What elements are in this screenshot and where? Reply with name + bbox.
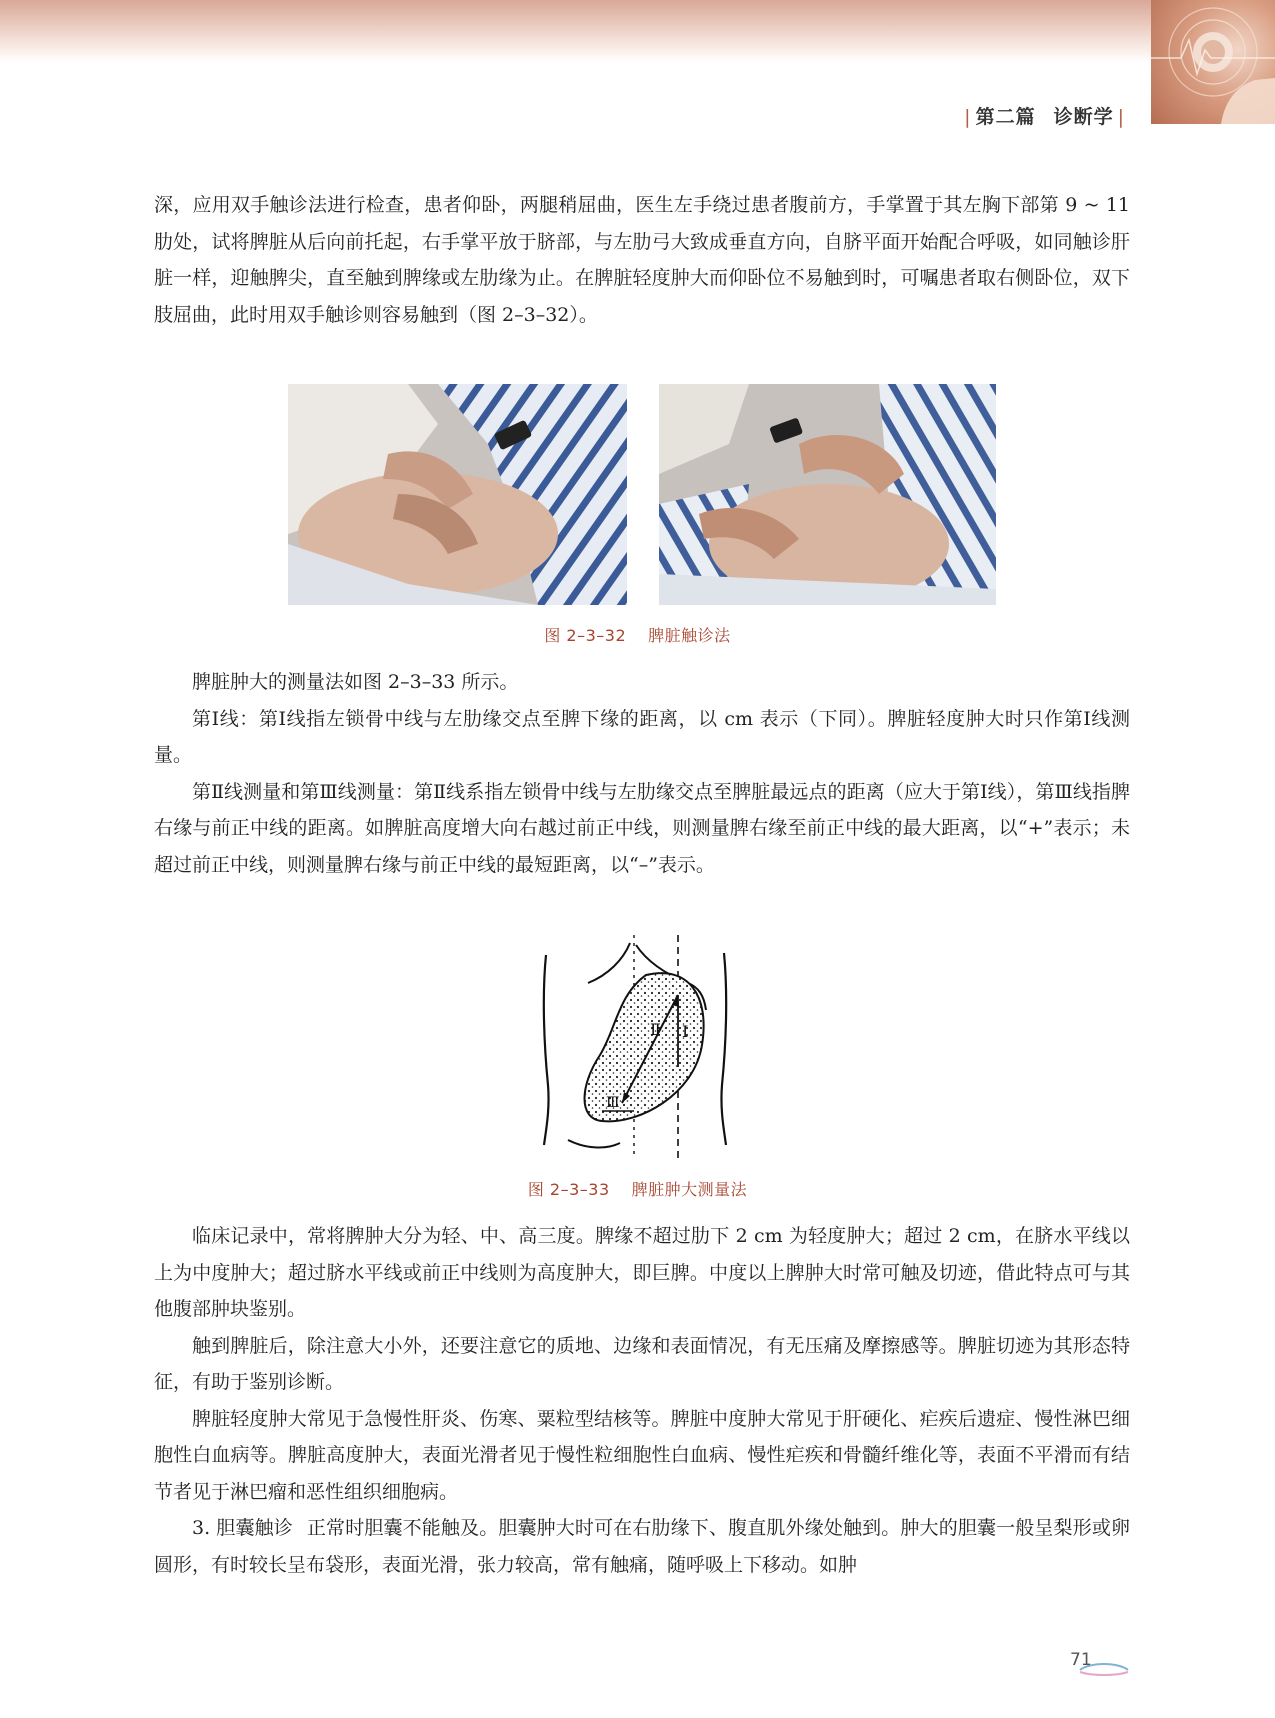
section-heading-gallbladder: 3. 胆囊触诊	[192, 1517, 293, 1539]
label-line-two: Ⅱ	[650, 1020, 661, 1039]
running-head	[960, 102, 1129, 129]
paragraph-measure-intro: 脾脏肿大的测量法如图 2–3–33 所示。	[192, 671, 519, 693]
running-head-subject: 诊断学	[1053, 106, 1114, 128]
photo-spleen-palpation-side	[659, 384, 996, 605]
running-head-part: 第二篇	[975, 106, 1036, 128]
spleen-measurement-diagram	[538, 935, 734, 1163]
figure-caption-2-3-33	[0, 1177, 1275, 1200]
figure-number: 图 2–3–33	[527, 1180, 610, 1199]
figure-caption-2-3-32	[0, 623, 1275, 646]
label-line-three: Ⅲ	[606, 1095, 620, 1111]
paragraph-features: 触到脾脏后，除注意大小外，还要注意它的质地、边缘和表面情况，有无压痛及摩擦感等。脾脏切迹为其形态特征，有助于鉴别诊断。	[154, 1334, 1130, 1393]
figure-title: 脾脏触诊法	[648, 626, 731, 645]
paragraph-line-two-three: 第Ⅱ线测量和第Ⅲ线测量：第Ⅱ线系指左锁骨中线与左肋缘交点至脾脏最远点的距离（应大于第Ⅰ线），第Ⅲ线指脾右缘与前正中线的距离。如脾脏高度增大向右越过前正中线，则测量脾右缘至前正中线的最大距离，以“+”表示；未超过前正中线，则测量脾右缘与前正中线的最短距离，以“–”表示。	[154, 780, 1130, 876]
paragraph-causes: 脾脏轻度肿大常见于急慢性肝炎、伤寒、粟粒型结核等。脾脏中度肿大常见于肝硬化、疟疾后遗症、慢性淋巴细胞性白血病等。脾脏高度肿大，表面光滑者见于慢性粒细胞性白血病、慢性疟疾和骨髓纤维化等，表面不平滑而有结节者见于淋巴瘤和恶性组织细胞病。	[154, 1407, 1130, 1503]
paragraph-palpation-method: 深，应用双手触诊法进行检查，患者仰卧，两腿稍屈曲，医生左手绕过患者腹前方，手掌置于其左胸下部第 9 ~ 11 肋处，试将脾脏从后向前托起，右手掌平放于脐部，与左肋弓大致成垂直方向，自脐平面开始配合呼吸，如同触诊肝脏一样，迎触脾尖，直至触到脾缘或左肋缘为止。在脾脏轻度肿大而仰卧位不易触到时，可嘱患者取右侧卧位，双下肢屈曲，此时用双手触诊则容易触到（图 2–3–32）。	[154, 194, 1130, 326]
paragraph-grading: 临床记录中，常将脾肿大分为轻、中、高三度。脾缘不超过肋下 2 cm 为轻度肿大；超过 2 cm，在脐水平线以上为中度肿大；超过脐水平线或前正中线则为高度肿大，即巨脾。中度以上脾肿大时常可触及切迹，借此特点可与其他腹部肿块鉴别。	[154, 1225, 1130, 1320]
label-line-one: Ⅰ	[682, 1022, 689, 1041]
photo-spleen-palpation-supine	[288, 384, 627, 605]
paragraph-gallbladder-text: 正常时胆囊不能触及。胆囊肿大时可在右肋缘下、腹直肌外缘处触到。肿大的胆囊一般呈梨形或卵圆形，有时较长呈布袋形，表面光滑，张力较高，常有触痛，随呼吸上下移动。如肿	[154, 1517, 1130, 1576]
header-band	[0, 0, 1275, 62]
figure-title: 脾脏肿大测量法	[631, 1180, 748, 1199]
body-text-bottom	[154, 1218, 1130, 1583]
page-number: 71	[1070, 1650, 1092, 1670]
paragraph-line-one: 第Ⅰ线：第Ⅰ线指左锁骨中线与左肋缘交点至脾下缘的距离，以 cm 表示（下同）。脾脏轻度肿大时只作第Ⅰ线测量。	[154, 707, 1130, 766]
running-head-divider: |	[964, 106, 972, 128]
figure-number: 图 2–3–32	[544, 626, 627, 645]
body-text-middle	[154, 664, 1130, 883]
body-text-top	[154, 187, 1130, 333]
paragraph-gallbladder	[154, 1510, 1130, 1583]
running-head-divider: |	[1117, 106, 1125, 128]
stethoscope-corner-image	[1151, 0, 1275, 124]
